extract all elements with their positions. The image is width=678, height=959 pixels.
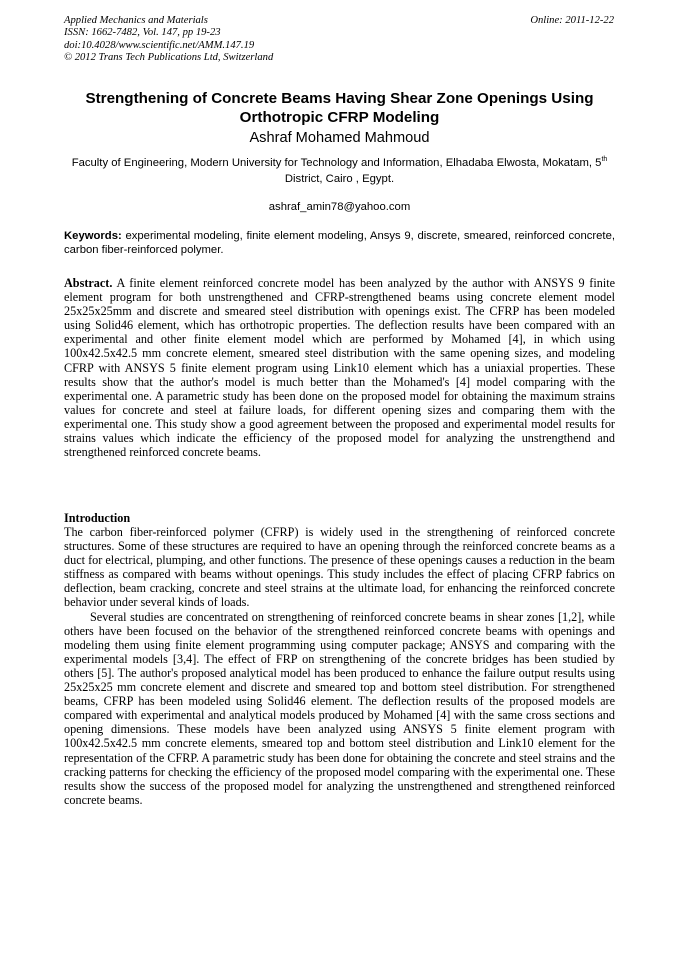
abstract-block [64, 276, 615, 459]
journal-name: Applied Mechanics and Materials [64, 15, 208, 26]
affiliation-superscript: th [601, 156, 608, 164]
introduction-paragraph-1: The carbon fiber-reinforced polymer (CFRP) is widely used in the strengthening of reinforced concrete structures. Some of these structures are required to have an opening through the reinforced concrete beams as a duct for electrical, plumping, and other functions. The presence of these openings causes a reduction in the beam stiffness as compared with beams without openings. This study includes the effect of placing CFRP fabrics on deflection, beam cracking, concrete and steel strains at the ultimate load, for enhancing the reinforced concrete behavior under several kinds of loads. [64, 525, 615, 610]
author-name: Ashraf Mohamed Mahmoud [249, 130, 430, 146]
affiliation [64, 156, 615, 187]
introduction-heading: Introduction [64, 511, 131, 525]
affiliation-part2: District, Cairo , Egypt. [284, 172, 395, 185]
abstract-text: A finite element reinforced concrete model has been analyzed by the author with ANSYS 9 finite element program for both unstrengthened and CFRP-strengthened beams using concrete element model 25x25x25mm and discrete and smeared steel distribution with openings exist. The CFRP has been modeled using Solid46 element, which has orthotropic properties. The deflection results have been compared with an experimental and other finite element model which are performed by Mohamed [4], in which using 100x42.5x42.5 mm concrete element, smeared steel distribution with the same opening sizes, and modeling CFRP with ANSYS 5 finite element program using Link10 element which has a uniaxial properties. These results show that the author's model is much better than the Mohamed's [4] model comparing with the experimental one. A parametric study has been done on the proposed model for obtaining the maximum strains values for concrete and steel at failure loads, for different opening sizes and comparing them with the experimental one. This study show a good agreement between the proposed and experimental model results for strains values which indicate the efficiency of the proposed model for analyzing the unstrengthend and strengthened reinforced concrete beams. [64, 276, 615, 460]
issn-line: ISSN: 1662-7482, Vol. 147, pp 19-23 [64, 27, 221, 39]
journal-header [64, 15, 273, 64]
abstract-label: Abstract. [64, 276, 113, 290]
keywords-label: Keywords: [64, 230, 122, 242]
keywords-text: experimental modeling, finite element modeling, Ansys 9, discrete, smeared, reinforced concrete, carbon fiber-reinforced polymer. [64, 230, 615, 256]
doi-line: doi:10.4028/www.scientific.net/AMM.147.19 [64, 39, 255, 51]
paper-title: Strengthening of Concrete Beams Having Shear Zone Openings Using Orthotropic CFRP Modeling [85, 90, 594, 126]
author-email: ashraf_amin78@yahoo.com [268, 201, 411, 213]
affiliation-part1: Faculty of Engineering, Modern University for Technology and Information, Elhadaba Elwosta, Mokatam, 5 [71, 157, 602, 169]
introduction-paragraph-2: Several studies are concentrated on strengthening of reinforced concrete beams in shear zones [1,2], while others have been focused on the behavior of the strengthened reinforced concrete beams with openings and modeling them using finite element programming using computer package; ANSYS and comparing with the experimental models [3,4]. The effect of FRP on strengthening of the concrete bridges has been studied by others [5]. The author's proposed analytical model has been produced to enhance the failure output results using 25x25x25 mm concrete element and discrete and smeared top and bottom steel distribution. For strengthened beams, CFRP has been modeled using Solid46 element. The deflection results of the proposed models are compared with experimental and analytical models produced by Mohamed [4] with the same cross sections and opening dimensions. These models have been analyzed using ANSYS 5 finite element program with 100x42.5x42.5 mm concrete elements, smeared top and bottom steel distribution and Link10 element for the representation of the CFRP. A parametric study has been done for obtaining the concrete and steel strains and the cracking patterns for checking the efficiency of the proposed model comparing with the experimental one. These results show the success of the proposed model for analyzing the unstrengthened and strengthened reinforced concrete beams. [64, 609, 615, 807]
introduction-body [64, 525, 615, 807]
online-date: Online: 2011-12-22 [530, 15, 614, 26]
copyright-line: © 2012 Trans Tech Publications Ltd, Switzerland [64, 51, 274, 63]
keywords-block [64, 230, 615, 258]
